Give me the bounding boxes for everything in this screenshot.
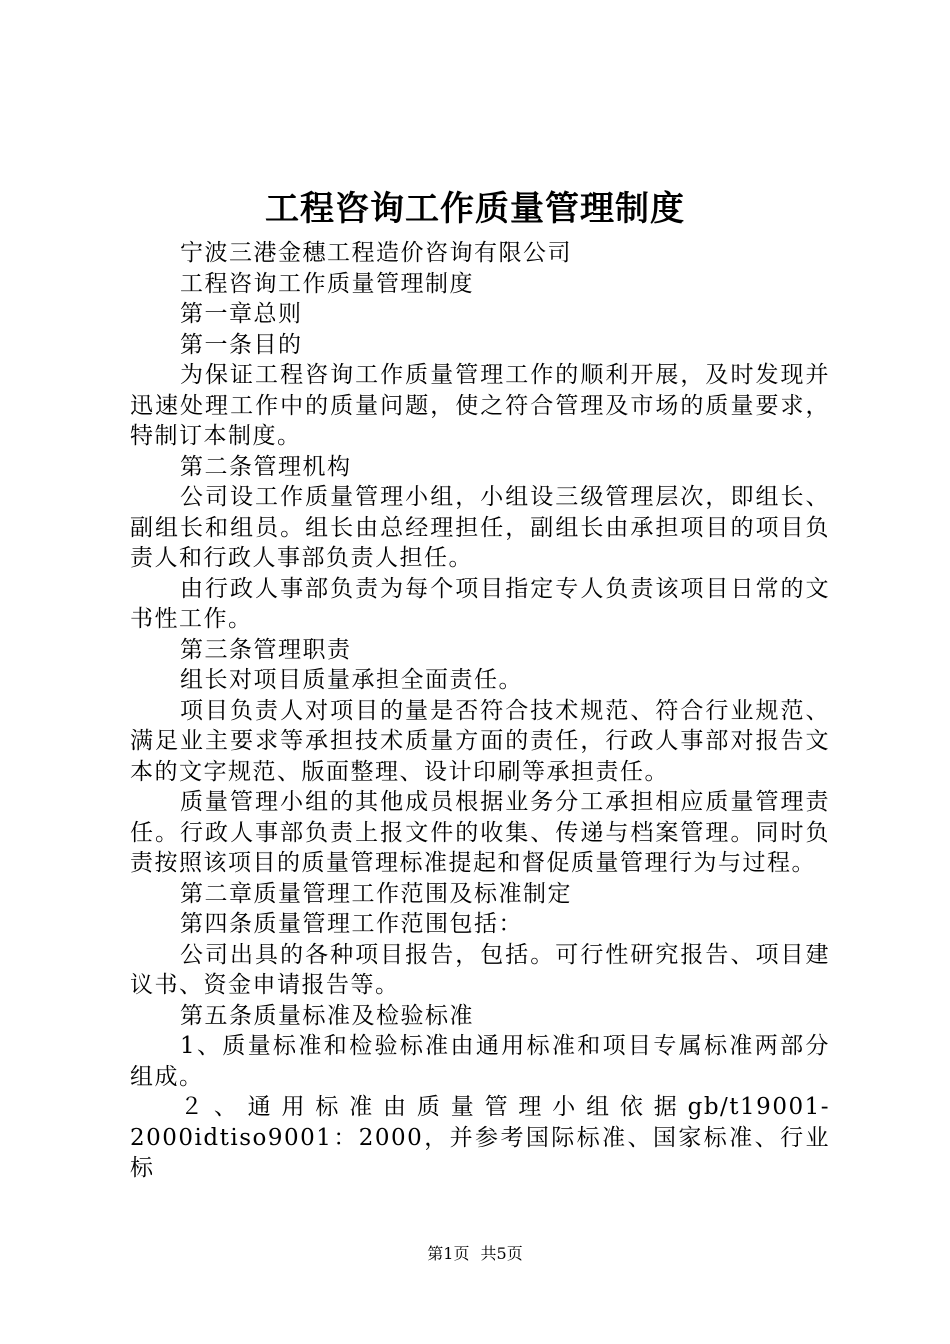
page-number: 第1页 (427, 1244, 470, 1263)
chapter-heading: 第一章总则 (180, 301, 303, 327)
article-heading: 第一条目的 (180, 331, 303, 358)
paragraph: 公司出具的各种项目报告，包括。可行性研究报告、项目建议书、资金申请报告等。 (130, 941, 830, 998)
article-heading: 第五条质量标准及检验标准 (180, 1002, 474, 1029)
company-name: 宁波三港金穗工程造价咨询有限公司 (180, 240, 572, 266)
paragraph: 质量管理小组的其他成员根据业务分工承担相应质量管理责任。行政人事部负责上报文件的收集、传递与档案管理。同时负责按照该项目的质量管理标准提起和督促质量管理行为与过程。 (130, 789, 830, 876)
article-heading: 第四条质量管理工作范围包括： (180, 911, 523, 937)
article-heading: 第三条管理职责 (180, 636, 352, 663)
page-total: 共5页 (480, 1244, 523, 1263)
paragraph: 组长对项目质量承担全面责任。 (180, 667, 523, 693)
paragraph: 1、质量标准和检验标准由通用标准和项目专属标准两部分组成。 (130, 1033, 830, 1090)
paragraph: 项目负责人对项目的量是否符合技术规范、符合行业规范、满足业主要求等承担技术质量方面的责任，行政人事部对报告文本的文字规范、版面整理、设计印刷等承担责任。 (130, 697, 830, 785)
page-footer (0, 1243, 950, 1265)
paragraph: ２、通用标准由质量管理小组依据gb/t19001-2000idtiso9001：2000，并参考国际标准、国家标准、行业标 (130, 1094, 830, 1181)
paragraph: 为保证工程咨询工作质量管理工作的顺利开展，及时发现并迅速处理工作中的质量问题，使之符合管理及市场的质量要求，特制订本制度。 (130, 362, 830, 449)
document-title: 工程咨询工作质量管理制度 (265, 189, 685, 229)
paragraph: 公司设工作质量管理小组，小组设三级管理层次，即组长、副组长和组员。组长由总经理担任，副组长由承担项目的项目负责人和行政人事部负责人担任。 (130, 484, 830, 571)
paragraph: 由行政人事部负责为每个项目指定专人负责该项目日常的文书性工作。 (130, 575, 830, 632)
document-body (130, 238, 830, 1184)
chapter-heading: 第二章质量管理工作范围及标准制定 (180, 880, 572, 907)
article-heading: 第二条管理机构 (180, 453, 352, 480)
subtitle: 工程咨询工作质量管理制度 (180, 270, 474, 297)
